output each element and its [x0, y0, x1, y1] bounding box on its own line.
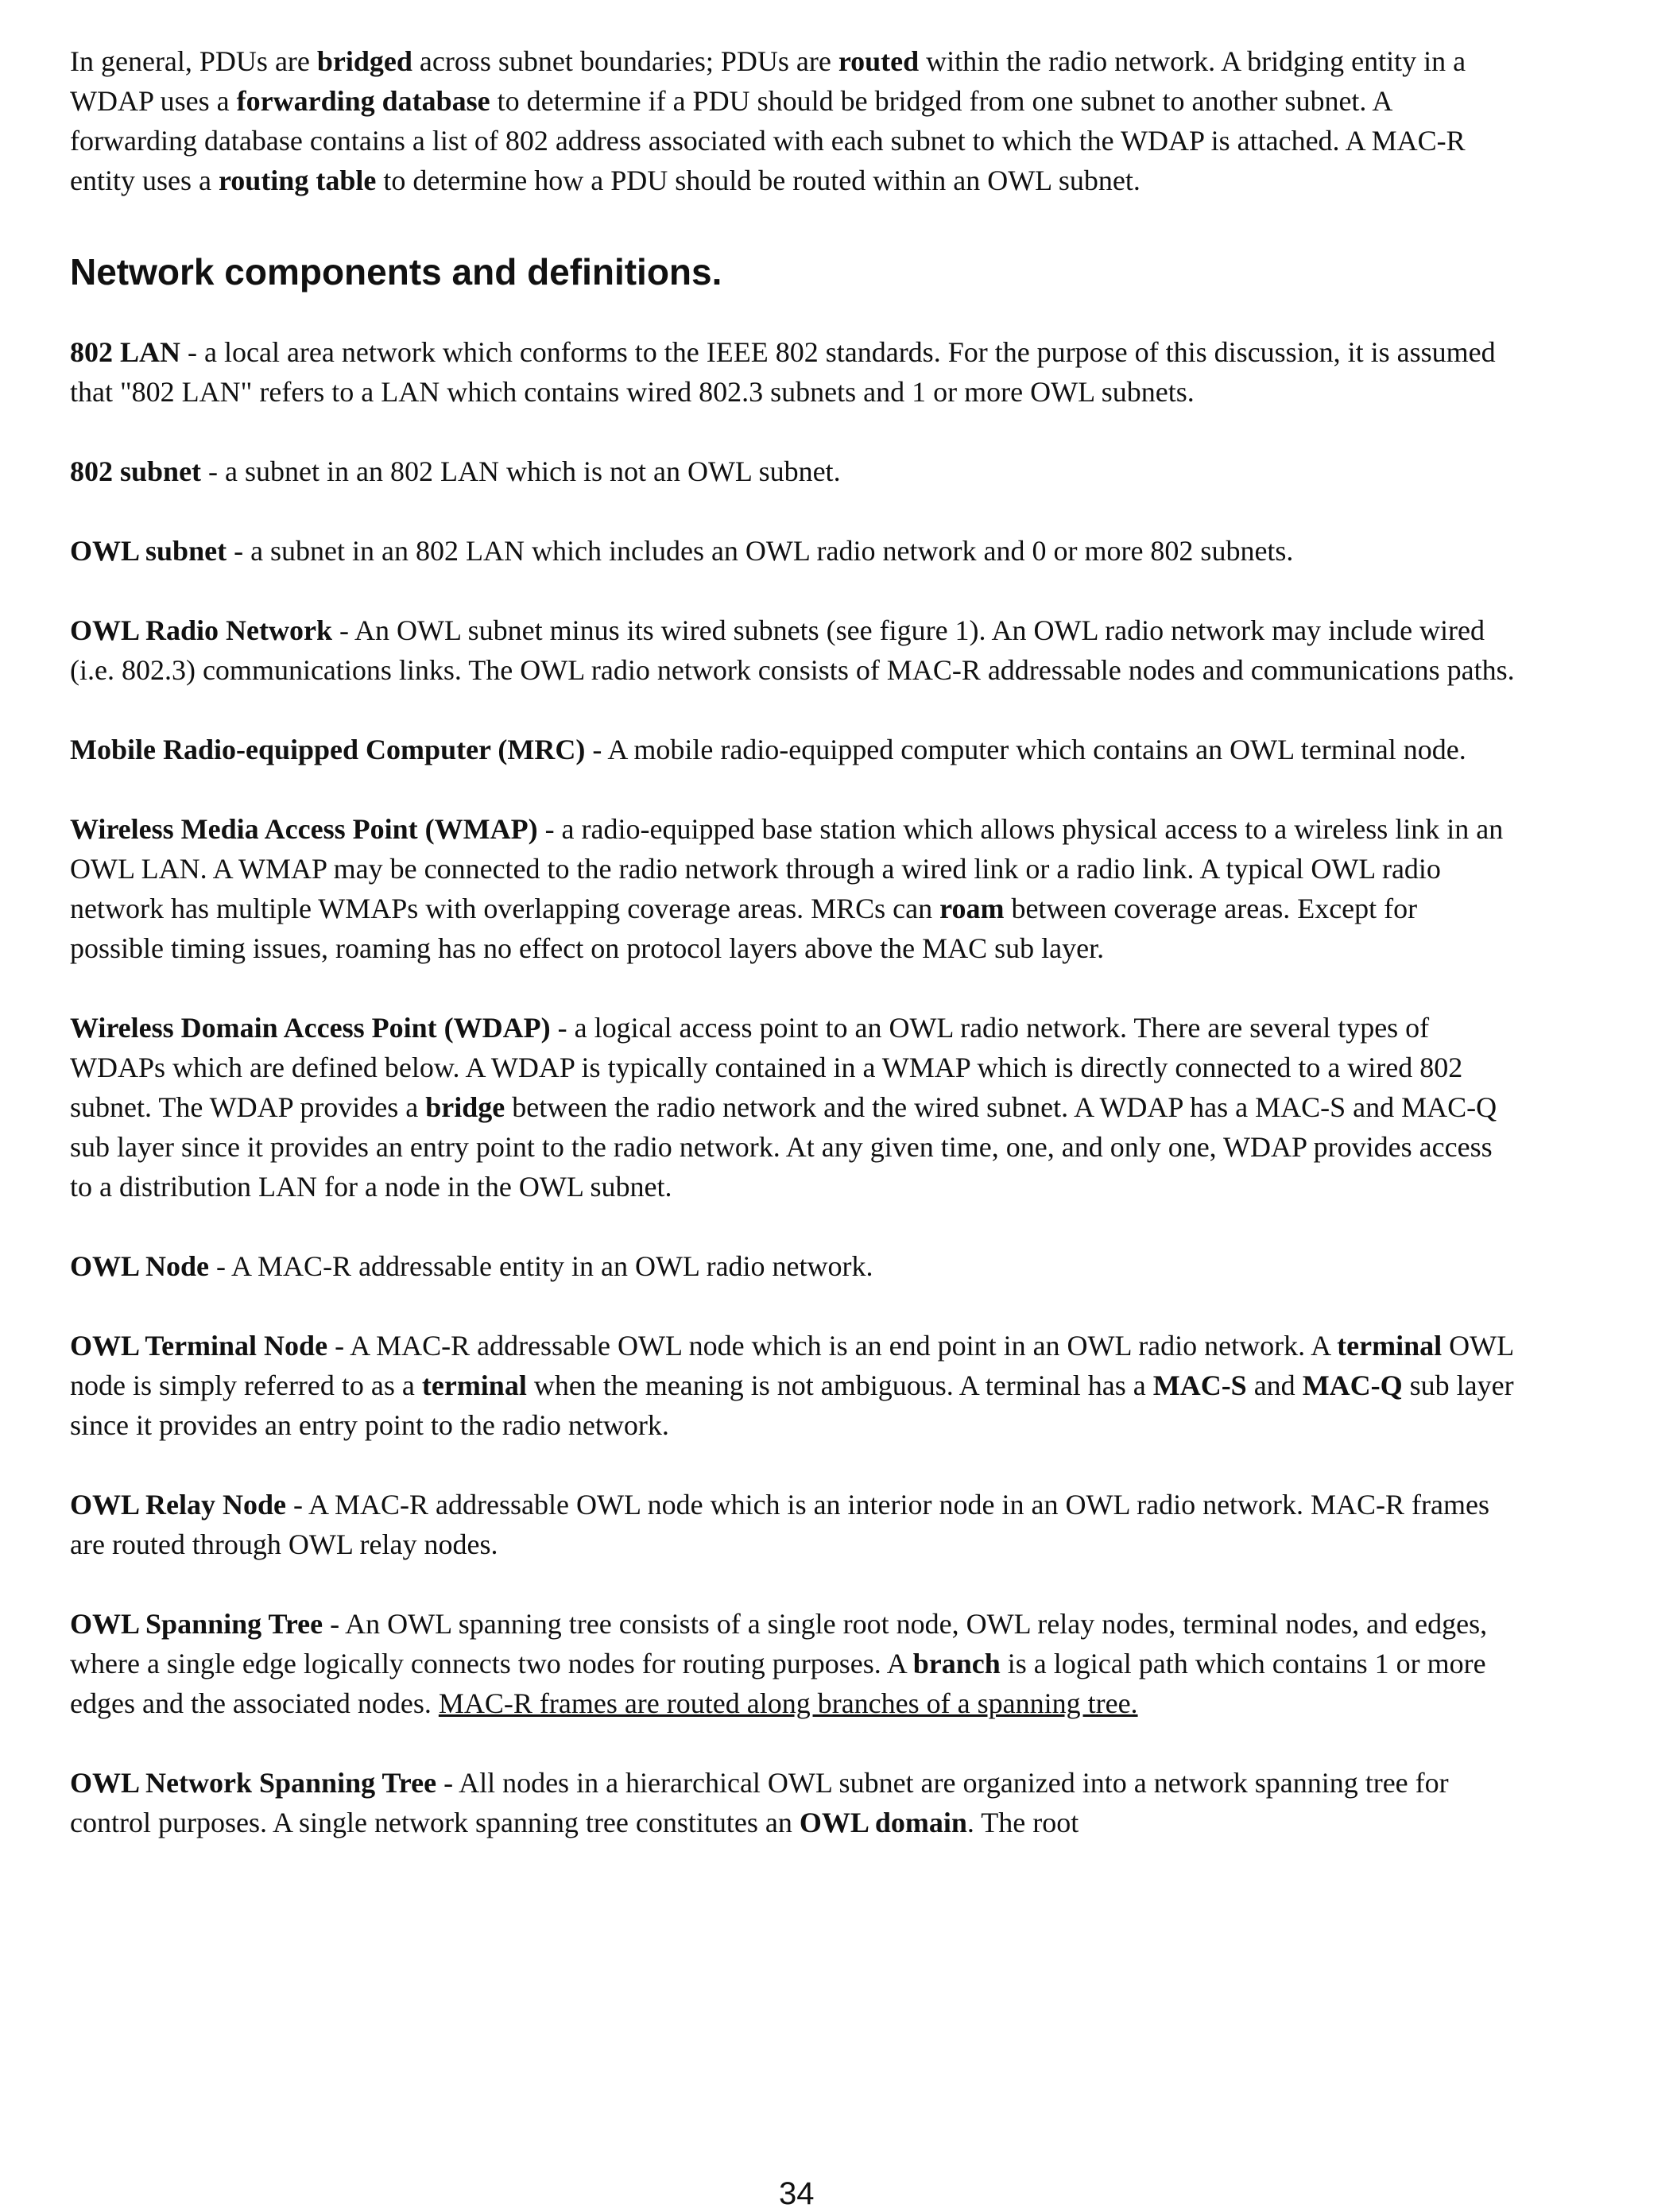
definition-text: - a radio-equipped base station which allows physical access to a wireless link in an OWL LAN. A WMAP may be connected to the radio network through a wired link or a radio link. A typical OWL radio network has multiple WMAPs with overlapping coverage areas. MRCs can [70, 813, 1504, 924]
emphasis-bridge: bridge [425, 1091, 505, 1123]
definition-term: Mobile Radio-equipped Computer (MRC) [70, 734, 586, 765]
definition-text: - All nodes in a hierarchical OWL subnet are organized into a network spanning tree for control purposes. A single network spanning tree constitutes an [70, 1767, 1449, 1838]
page-number: 34 [779, 2176, 815, 2211]
emphasis-routing-table: routing table [218, 165, 377, 196]
definition-term: OWL Radio Network [70, 614, 333, 646]
definition-text: - a subnet in an 802 LAN which is not an OWL subnet. [201, 455, 841, 487]
definition-text: is a logical path which contains 1 or more edges and the associated nodes. [70, 1648, 1486, 1719]
definition-term: Wireless Media Access Point (WMAP) [70, 813, 538, 845]
definition-text: - a subnet in an 802 LAN which includes an OWL radio network and 0 or more 802 subnets. [227, 535, 1294, 567]
definition-text: - A MAC-R addressable entity in an OWL radio network. [209, 1250, 873, 1282]
definition-owl-relay-node [70, 1485, 1516, 1564]
definition-text: - A mobile radio-equipped computer which contains an OWL terminal node. [585, 734, 1466, 765]
definition-mrc [70, 730, 1516, 769]
text: within the radio network. A bridging entity in a WDAP uses a [70, 45, 1466, 117]
definition-text: - a local area network which conforms to the IEEE 802 standards. For the purpose of this discussion, it is assumed that "802 LAN" refers to a LAN which contains wired 802.3 subnets and 1 or more OWL subnets. [70, 336, 1496, 408]
text: In general, PDUs are [70, 45, 317, 77]
emphasis-owl-domain: OWL domain [799, 1807, 967, 1838]
definition-term: OWL Node [70, 1250, 210, 1282]
definition-owl-subnet [70, 531, 1516, 571]
definition-term: Wireless Domain Access Point (WDAP) [70, 1012, 551, 1044]
definition-text: - An OWL spanning tree consists of a single root node, OWL relay nodes, terminal nodes, and edges, where a single edge logically connects two nodes for routing purposes. A [70, 1608, 1488, 1679]
underlined-text: MAC-R frames are routed along branches of a spanning tree. [438, 1687, 1138, 1719]
definition-text: OWL node is simply referred to as a [70, 1330, 1513, 1401]
definition-text: sub layer since it provides an entry point to the radio network. [70, 1369, 1514, 1441]
definition-text: when the meaning is not ambiguous. A terminal has a [526, 1369, 1153, 1401]
definition-text: . The root [966, 1807, 1079, 1838]
emphasis-forwarding-database: forwarding database [236, 85, 490, 117]
definition-text: between coverage areas. Except for possible timing issues, roaming has no effect on protocol layers above the MAC sub layer. [70, 893, 1418, 964]
emphasis-terminal: terminal [1337, 1330, 1443, 1362]
definition-term: OWL Relay Node [70, 1489, 287, 1521]
section-heading: Network components and definitions. [70, 251, 722, 292]
intro-paragraph [70, 41, 1516, 200]
emphasis-mac-q: MAC-Q [1302, 1369, 1403, 1401]
emphasis-routed: routed [838, 45, 920, 77]
definition-term: OWL Spanning Tree [70, 1608, 323, 1640]
text: to determine if a PDU should be bridged from one subnet to another subnet. A forwarding database contains a list of 802 address associated with each subnet to which the WDAP is attached. A MAC-R entity uses a [70, 85, 1466, 196]
definition-text: - An OWL subnet minus its wired subnets (see figure 1). An OWL radio network may include wired (i.e. 802.3) communications links. The OWL radio network consists of MAC-R addressable nodes and communications paths. [70, 614, 1515, 686]
text: across subnet boundaries; PDUs are [412, 45, 838, 77]
definition-text: - a logical access point to an OWL radio network. There are several types of WDAPs which are defined below. A WDAP is typically contained in a WMAP which is directly connected to a wired 802 subnet. The WDAP provides a [70, 1012, 1463, 1123]
definition-text: - A MAC-R addressable OWL node which is an interior node in an OWL radio network. MAC-R frames are routed through OWL relay nodes. [70, 1489, 1490, 1560]
definition-owl-spanning-tree [70, 1604, 1516, 1723]
emphasis-mac-s: MAC-S [1152, 1369, 1247, 1401]
definition-text: between the radio network and the wired subnet. A WDAP has a MAC-S and MAC-Q sub layer since it provides an entry point to the radio network. At any given time, one, and only one, WDAP provides access to a distribution LAN for a node in the OWL subnet. [70, 1091, 1497, 1203]
definition-text: - A MAC-R addressable OWL node which is an end point in an OWL radio network. A [327, 1330, 1338, 1362]
definition-term: 802 subnet [70, 455, 202, 487]
definition-802-lan [70, 332, 1516, 412]
definition-wmap [70, 809, 1516, 968]
definition-wdap [70, 1008, 1516, 1207]
definition-802-subnet [70, 451, 1516, 491]
definition-text: and [1246, 1369, 1303, 1401]
definition-owl-radio-network [70, 610, 1516, 690]
definition-owl-terminal-node [70, 1326, 1516, 1445]
definition-term: OWL Network Spanning Tree [70, 1767, 437, 1799]
definition-owl-node [70, 1246, 1516, 1286]
emphasis-bridged: bridged [316, 45, 412, 77]
definition-term: 802 LAN [70, 336, 181, 368]
definition-owl-network-spanning-tree [70, 1763, 1516, 1842]
emphasis-roam: roam [939, 893, 1005, 924]
document-page [70, 41, 1516, 1882]
text: to determine how a PDU should be routed within an OWL subnet. [376, 165, 1141, 196]
definition-term: OWL Terminal Node [70, 1330, 328, 1362]
emphasis-terminal: terminal [421, 1369, 527, 1401]
emphasis-branch: branch [912, 1648, 1001, 1679]
definition-term: OWL subnet [70, 535, 227, 567]
